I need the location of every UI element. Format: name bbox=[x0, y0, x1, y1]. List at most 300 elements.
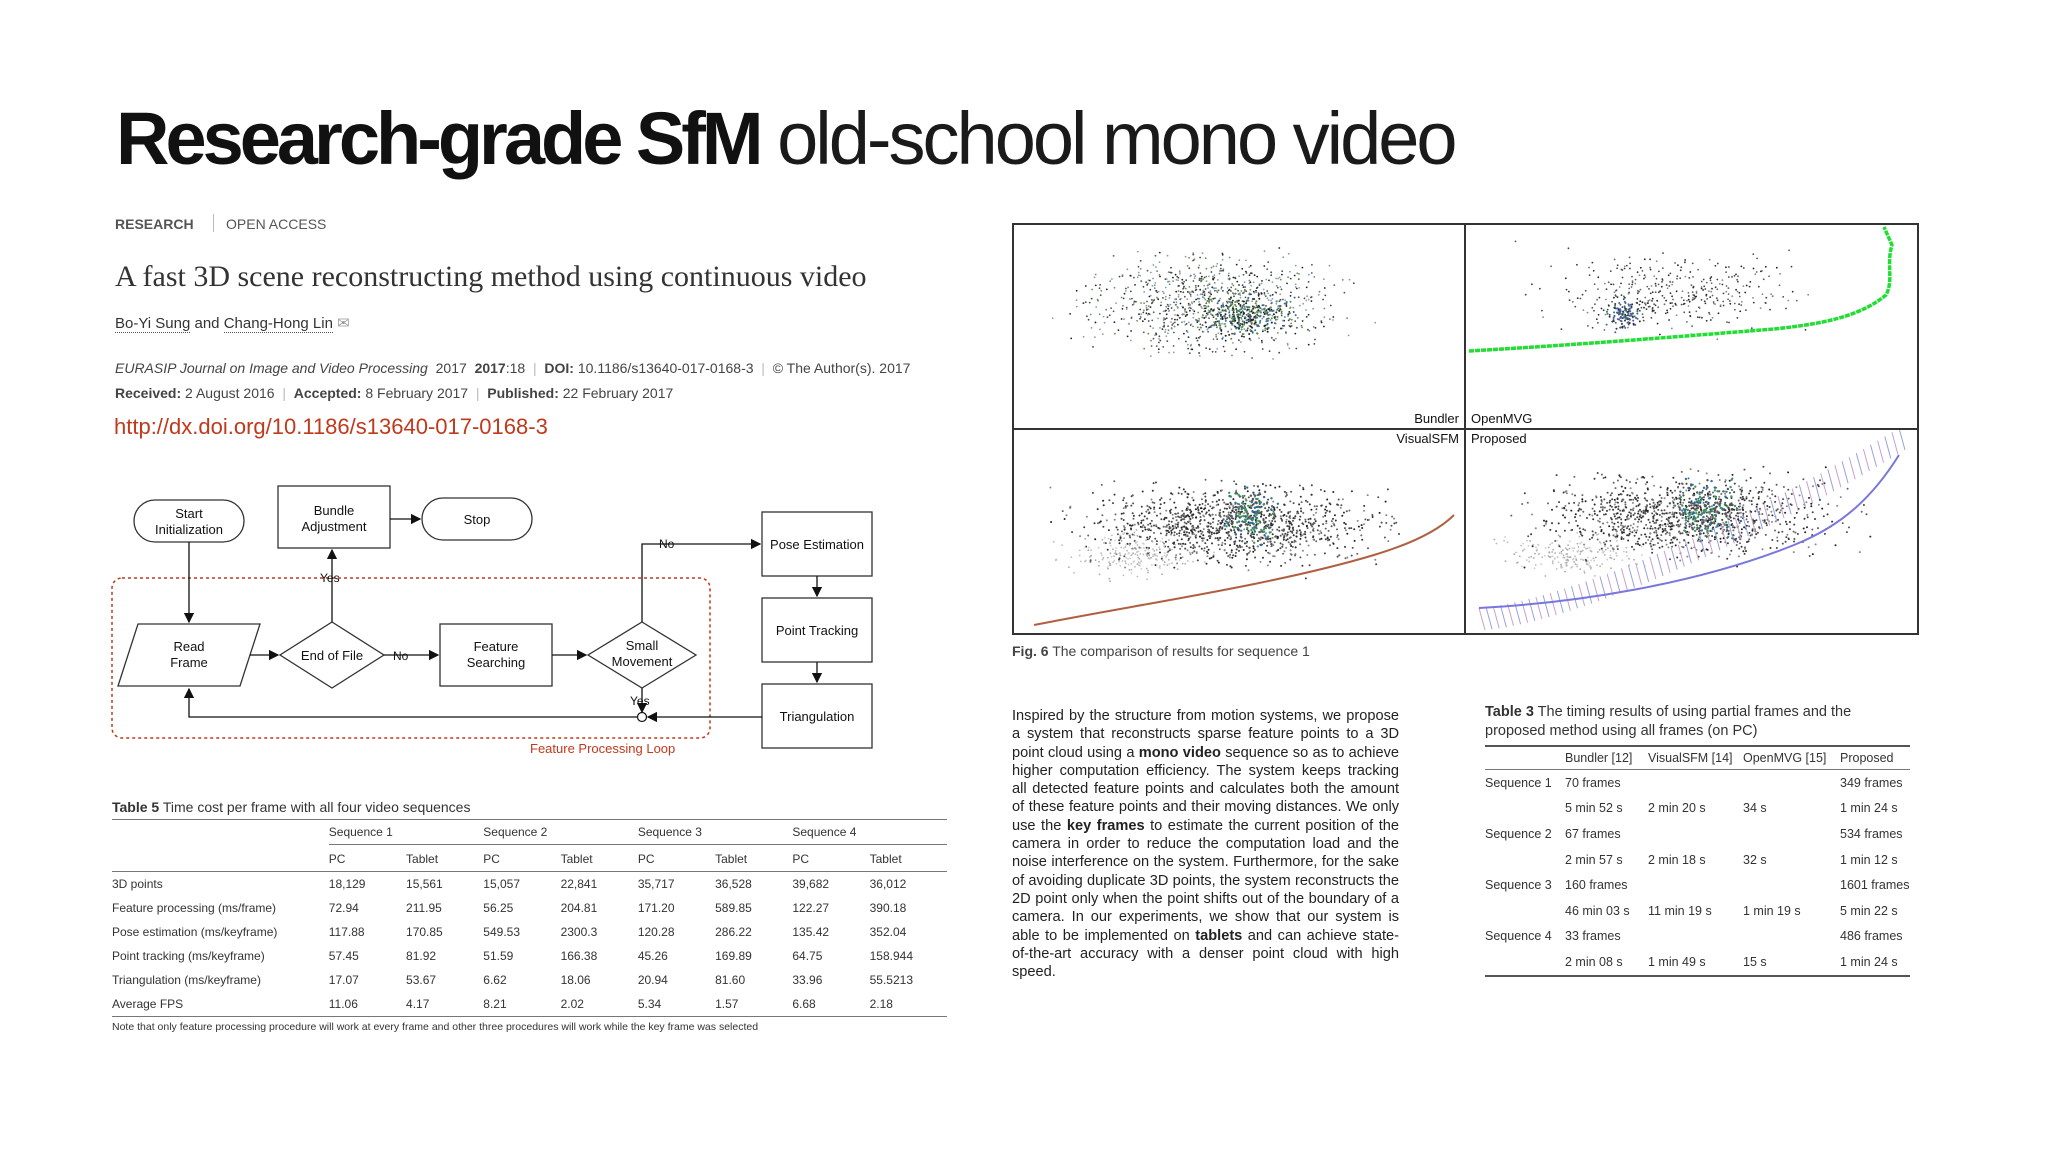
cloud-point bbox=[1657, 509, 1659, 511]
cloud-point bbox=[1576, 264, 1578, 266]
cloud-point bbox=[1132, 304, 1134, 306]
cloud-point bbox=[1269, 540, 1271, 542]
cloud-point bbox=[1243, 512, 1245, 514]
cloud-point bbox=[1567, 559, 1569, 561]
cloud-point bbox=[1193, 491, 1195, 493]
cloud-point bbox=[1295, 348, 1297, 350]
cloud-point bbox=[1068, 566, 1070, 568]
cloud-point bbox=[1751, 533, 1753, 535]
table3-cell bbox=[1648, 770, 1743, 796]
cloud-point bbox=[1247, 313, 1249, 315]
cloud-point bbox=[1182, 543, 1184, 545]
cloud-point bbox=[1683, 487, 1685, 489]
cloud-point bbox=[1635, 532, 1637, 534]
cloud-point bbox=[1189, 542, 1191, 544]
cloud-point bbox=[1582, 511, 1584, 513]
cloud-point bbox=[1561, 551, 1563, 553]
cloud-point bbox=[1658, 271, 1660, 273]
table5-subheader: PC bbox=[329, 845, 406, 872]
cloud-point bbox=[1545, 575, 1547, 577]
cloud-point bbox=[1183, 321, 1185, 323]
cloud-point bbox=[1235, 509, 1237, 511]
cloud-point bbox=[1637, 293, 1639, 295]
cloud-point bbox=[1244, 308, 1246, 310]
cloud-point bbox=[1361, 524, 1363, 526]
cloud-point bbox=[1819, 479, 1821, 481]
received-label: Received: bbox=[115, 385, 182, 401]
cloud-point bbox=[1229, 257, 1231, 259]
cloud-point bbox=[1147, 572, 1149, 574]
cloud-point bbox=[1173, 352, 1175, 354]
cloud-point bbox=[1131, 569, 1133, 571]
table5-cell: 171.20 bbox=[637, 901, 675, 915]
cloud-point bbox=[1275, 535, 1277, 537]
cloud-point bbox=[1731, 509, 1733, 511]
cloud-point bbox=[1221, 270, 1223, 272]
published-date: 22 February 2017 bbox=[562, 385, 674, 401]
cloud-point bbox=[1166, 340, 1168, 342]
cloud-point bbox=[1324, 308, 1326, 310]
cloud-point bbox=[1554, 557, 1556, 559]
cloud-point bbox=[1802, 478, 1804, 480]
cloud-point bbox=[1638, 538, 1640, 540]
cloud-point bbox=[1740, 304, 1742, 306]
cloud-point bbox=[1694, 517, 1696, 519]
cloud-point bbox=[1197, 559, 1199, 561]
table5-cell: 286.22 bbox=[715, 925, 752, 939]
cloud-point bbox=[1688, 501, 1690, 503]
cloud-point bbox=[1554, 540, 1556, 542]
cloud-point bbox=[1247, 327, 1249, 329]
cloud-point bbox=[1212, 507, 1214, 509]
cloud-point bbox=[1709, 259, 1711, 261]
cloud-point bbox=[1131, 317, 1133, 319]
cloud-point bbox=[1163, 546, 1165, 548]
cloud-point bbox=[1672, 511, 1674, 513]
cloud-point bbox=[1219, 509, 1221, 511]
cloud-point bbox=[1716, 511, 1718, 513]
cloud-point bbox=[1737, 281, 1739, 283]
cloud-point bbox=[1751, 503, 1753, 505]
cloud-point bbox=[1716, 490, 1718, 492]
cloud-point bbox=[1616, 267, 1618, 269]
cloud-point bbox=[1110, 539, 1112, 541]
cloud-point bbox=[1329, 544, 1331, 546]
cloud-point bbox=[1267, 499, 1269, 501]
cloud-point bbox=[1203, 515, 1205, 517]
cloud-point bbox=[1308, 344, 1310, 346]
table5-row-label: Triangulation (ms/keyframe) bbox=[112, 973, 261, 987]
cloud-point bbox=[1183, 286, 1185, 288]
cloud-point bbox=[1157, 318, 1159, 320]
author-link[interactable]: Bo-Yi Sung bbox=[115, 315, 191, 332]
cloud-point bbox=[1099, 287, 1101, 289]
cloud-point bbox=[1165, 296, 1167, 298]
cloud-point bbox=[1225, 520, 1227, 522]
cloud-point bbox=[1090, 549, 1092, 551]
camera-frustum bbox=[1593, 579, 1599, 601]
journal-year: 2017 bbox=[435, 360, 467, 376]
cloud-point bbox=[1655, 530, 1657, 532]
cloud-point bbox=[1156, 515, 1158, 517]
cloud-point bbox=[1659, 290, 1661, 292]
cloud-point bbox=[1729, 515, 1731, 517]
cloud-point bbox=[1092, 492, 1094, 494]
cloud-point bbox=[1728, 510, 1730, 512]
cloud-point bbox=[1600, 503, 1602, 505]
cloud-point bbox=[1218, 320, 1220, 322]
cloud-point bbox=[1248, 496, 1250, 498]
table5-cell: 169.89 bbox=[715, 949, 752, 963]
cloud-point bbox=[1766, 505, 1768, 507]
cloud-point bbox=[1711, 508, 1713, 510]
table3-cell: 1 min 12 s bbox=[1840, 852, 1898, 867]
cloud-point bbox=[1748, 538, 1750, 540]
cloud-point bbox=[1332, 491, 1334, 493]
cloud-point bbox=[1739, 512, 1741, 514]
cloud-point bbox=[1277, 536, 1279, 538]
table3-cell: 2 min 57 s bbox=[1565, 852, 1623, 867]
table5-cell: 55.5213 bbox=[869, 973, 914, 987]
table3-cell bbox=[1485, 898, 1565, 924]
cloud-point bbox=[1630, 509, 1632, 511]
cloud-point bbox=[1353, 528, 1355, 530]
cloud-point bbox=[1777, 508, 1779, 510]
cloud-point bbox=[1684, 530, 1686, 532]
cloud-point bbox=[1288, 528, 1290, 530]
cloud-point bbox=[1650, 293, 1652, 295]
cloud-point bbox=[1250, 272, 1252, 274]
feature-label-1: Feature bbox=[473, 639, 519, 654]
cloud-point bbox=[1649, 503, 1651, 505]
cloud-point bbox=[1573, 476, 1575, 478]
cloud-point bbox=[1204, 277, 1206, 279]
cloud-point bbox=[1263, 531, 1265, 533]
cloud-point bbox=[1556, 506, 1558, 508]
cloud-point bbox=[1577, 551, 1579, 553]
cloud-point bbox=[1616, 533, 1618, 535]
cloud-point bbox=[1162, 328, 1164, 330]
cloud-point bbox=[1334, 514, 1336, 516]
cloud-point bbox=[1212, 276, 1214, 278]
cloud-point bbox=[1696, 527, 1698, 529]
cloud-point bbox=[1153, 502, 1155, 504]
cloud-point bbox=[1344, 546, 1346, 548]
cloud-point bbox=[1115, 547, 1117, 549]
cloud-point bbox=[1692, 291, 1694, 293]
cloud-point bbox=[1162, 346, 1164, 348]
cloud-point bbox=[1252, 498, 1254, 500]
cloud-point bbox=[1254, 494, 1256, 496]
cloud-point bbox=[1281, 311, 1283, 313]
cloud-point bbox=[1758, 286, 1760, 288]
cloud-point bbox=[1142, 519, 1144, 521]
cloud-point bbox=[1267, 261, 1269, 263]
cloud-point bbox=[1835, 544, 1837, 546]
cloud-point bbox=[1577, 504, 1579, 506]
cloud-point bbox=[1187, 344, 1189, 346]
cloud-point bbox=[1169, 295, 1171, 297]
cloud-point bbox=[1768, 275, 1770, 277]
cloud-point bbox=[1097, 299, 1099, 301]
cloud-point bbox=[1226, 317, 1228, 319]
cloud-point bbox=[1633, 559, 1635, 561]
cloud-point bbox=[1310, 531, 1312, 533]
cloud-point bbox=[1192, 513, 1194, 515]
cloud-point bbox=[1175, 554, 1177, 556]
cloud-point bbox=[1577, 510, 1579, 512]
cloud-point bbox=[1177, 568, 1179, 570]
cloud-point bbox=[1159, 261, 1161, 263]
cloud-point bbox=[1741, 546, 1743, 548]
cloud-point bbox=[1246, 527, 1248, 529]
cloud-point bbox=[1704, 535, 1706, 537]
cloud-point bbox=[1168, 531, 1170, 533]
cloud-point bbox=[1170, 512, 1172, 514]
cloud-point bbox=[1217, 307, 1219, 309]
camera-frustum bbox=[1892, 432, 1898, 454]
doi-link[interactable]: http://dx.doi.org/10.1186/s13640-017-0168-3 bbox=[114, 414, 548, 439]
cloud-point bbox=[1214, 274, 1216, 276]
cloud-point bbox=[1324, 316, 1326, 318]
cloud-point bbox=[1158, 338, 1160, 340]
cloud-point bbox=[1315, 512, 1317, 514]
cloud-point bbox=[1710, 280, 1712, 282]
cloud-point bbox=[1083, 526, 1085, 528]
table-row bbox=[1485, 796, 1910, 822]
cloud-point bbox=[1088, 547, 1090, 549]
cloud-point bbox=[1228, 290, 1230, 292]
cloud-point bbox=[1649, 299, 1651, 301]
cloud-point bbox=[1263, 542, 1265, 544]
cloud-point bbox=[1580, 298, 1582, 300]
published-label: Published: bbox=[487, 385, 559, 401]
cloud-point bbox=[1579, 527, 1581, 529]
cloud-point bbox=[1116, 526, 1118, 528]
cloud-point bbox=[1242, 325, 1244, 327]
cloud-point bbox=[1259, 284, 1261, 286]
cloud-point bbox=[1806, 514, 1808, 516]
cloud-point bbox=[1810, 503, 1812, 505]
cloud-point bbox=[1202, 290, 1204, 292]
cloud-point bbox=[1781, 502, 1783, 504]
cloud-point bbox=[1305, 309, 1307, 311]
cloud-point bbox=[1729, 503, 1731, 505]
cloud-point bbox=[1613, 284, 1615, 286]
cloud-point bbox=[1224, 523, 1226, 525]
cloud-point bbox=[1168, 271, 1170, 273]
cloud-point bbox=[1707, 503, 1709, 505]
cloud-point bbox=[1172, 280, 1174, 282]
cloud-point bbox=[1534, 553, 1536, 555]
cloud-point bbox=[1671, 302, 1673, 304]
cloud-point bbox=[1613, 534, 1615, 536]
cloud-point bbox=[1671, 522, 1673, 524]
cloud-point bbox=[1111, 535, 1113, 537]
cloud-point bbox=[1150, 306, 1152, 308]
cloud-point bbox=[1703, 502, 1705, 504]
cloud-point bbox=[1765, 297, 1767, 299]
mail-icon[interactable]: ✉ bbox=[337, 315, 350, 332]
cloud-point bbox=[1593, 310, 1595, 312]
cloud-point bbox=[1758, 496, 1760, 498]
cloud-point bbox=[1211, 325, 1213, 327]
cloud-point bbox=[1222, 518, 1224, 520]
cloud-point bbox=[1154, 282, 1156, 284]
cloud-point bbox=[1290, 301, 1292, 303]
cloud-point bbox=[1234, 326, 1236, 328]
cloud-point bbox=[1123, 537, 1125, 539]
cloud-point bbox=[1295, 314, 1297, 316]
cloud-point bbox=[1763, 521, 1765, 523]
cloud-point bbox=[1268, 520, 1270, 522]
table3-cell bbox=[1648, 872, 1743, 898]
cloud-point bbox=[1653, 507, 1655, 509]
cloud-point bbox=[1108, 499, 1110, 501]
author-link[interactable]: Chang-Hong Lin bbox=[223, 315, 333, 332]
cloud-point bbox=[1805, 501, 1807, 503]
cloud-point bbox=[1752, 530, 1754, 532]
cloud-point bbox=[1545, 520, 1547, 522]
cloud-point bbox=[1159, 274, 1161, 276]
cloud-point bbox=[1170, 534, 1172, 536]
cloud-point bbox=[1725, 521, 1727, 523]
cloud-point bbox=[1565, 490, 1567, 492]
cloud-point bbox=[1526, 559, 1528, 561]
cloud-point bbox=[1302, 303, 1304, 305]
cloud-point bbox=[1280, 518, 1282, 520]
cloud-point bbox=[1725, 512, 1727, 514]
cloud-point bbox=[1243, 286, 1245, 288]
cloud-point bbox=[1220, 318, 1222, 320]
cloud-point bbox=[1102, 500, 1104, 502]
cloud-point bbox=[1612, 509, 1614, 511]
cloud-point bbox=[1171, 328, 1173, 330]
cloud-point bbox=[1708, 491, 1710, 493]
cloud-point bbox=[1231, 567, 1233, 569]
cloud-point bbox=[1385, 501, 1387, 503]
cloud-point bbox=[1218, 308, 1220, 310]
cloud-point bbox=[1840, 496, 1842, 498]
cloud-point bbox=[1597, 288, 1599, 290]
cloud-point bbox=[1770, 547, 1772, 549]
cloud-point bbox=[1122, 560, 1124, 562]
camera-frustum bbox=[1479, 608, 1485, 630]
cloud-point bbox=[1688, 531, 1690, 533]
cloud-point bbox=[1287, 531, 1289, 533]
cloud-point bbox=[1228, 534, 1230, 536]
cloud-point bbox=[1690, 504, 1692, 506]
cloud-point bbox=[1146, 553, 1148, 555]
cloud-point bbox=[1279, 277, 1281, 279]
cloud-point bbox=[1563, 507, 1565, 509]
cloud-point bbox=[1149, 552, 1151, 554]
cloud-point bbox=[1685, 478, 1687, 480]
cloud-point bbox=[1699, 307, 1701, 309]
cloud-point bbox=[1264, 527, 1266, 529]
cloud-point bbox=[1793, 524, 1795, 526]
cloud-point bbox=[1812, 485, 1814, 487]
cloud-point bbox=[1812, 511, 1814, 513]
cloud-point bbox=[1220, 264, 1222, 266]
cloud-point bbox=[1200, 293, 1202, 295]
cloud-point bbox=[1160, 532, 1162, 534]
cloud-point bbox=[1209, 283, 1211, 285]
cloud-point bbox=[1208, 310, 1210, 312]
cloud-point bbox=[1177, 512, 1179, 514]
cloud-point bbox=[1646, 308, 1648, 310]
cloud-point bbox=[1770, 293, 1772, 295]
cloud-point bbox=[1254, 530, 1256, 532]
cloud-point bbox=[1696, 520, 1698, 522]
cloud-point bbox=[1257, 315, 1259, 317]
cloud-point bbox=[1159, 507, 1161, 509]
cloud-point bbox=[1649, 506, 1651, 508]
cloud-point bbox=[1238, 303, 1240, 305]
cloud-point bbox=[1091, 298, 1093, 300]
table3-cell: 534 frames bbox=[1840, 826, 1903, 841]
cloud-point bbox=[1332, 518, 1334, 520]
cloud-point bbox=[1289, 537, 1291, 539]
table5-cell: 51.59 bbox=[483, 949, 514, 963]
cloud-point bbox=[1197, 527, 1199, 529]
cloud-point bbox=[1311, 300, 1313, 302]
cloud-point bbox=[1179, 553, 1181, 555]
cloud-point bbox=[1257, 312, 1259, 314]
cloud-point bbox=[1665, 313, 1667, 315]
table3-header: VisualSFM [14] bbox=[1648, 746, 1743, 770]
cloud-point bbox=[1692, 494, 1694, 496]
cloud-point bbox=[1695, 498, 1697, 500]
cloud-point bbox=[1282, 544, 1284, 546]
cloud-point bbox=[1175, 274, 1177, 276]
cloud-point bbox=[1706, 479, 1708, 481]
cloud-point bbox=[1627, 518, 1629, 520]
cloud-point bbox=[1211, 267, 1213, 269]
cloud-point bbox=[1271, 317, 1273, 319]
cloud-point bbox=[1286, 515, 1288, 517]
cloud-point bbox=[1623, 551, 1625, 553]
cloud-point bbox=[1168, 310, 1170, 312]
cloud-point bbox=[1098, 547, 1100, 549]
cloud-point bbox=[1050, 521, 1052, 523]
cloud-point bbox=[1391, 525, 1393, 527]
cloud-point bbox=[1585, 290, 1587, 292]
cloud-point bbox=[1644, 492, 1646, 494]
cloud-point bbox=[1225, 318, 1227, 320]
cloud-point bbox=[1632, 527, 1634, 529]
cloud-point bbox=[1136, 529, 1138, 531]
cloud-point bbox=[1682, 494, 1684, 496]
table3-cell bbox=[1648, 924, 1743, 950]
cloud-point bbox=[1672, 477, 1674, 479]
cloud-point bbox=[1138, 266, 1140, 268]
cloud-point bbox=[1153, 508, 1155, 510]
cloud-point bbox=[1569, 548, 1571, 550]
cloud-point bbox=[1195, 289, 1197, 291]
cloud-point bbox=[1589, 514, 1591, 516]
cloud-point bbox=[1629, 531, 1631, 533]
small-label-2: Movement bbox=[611, 654, 673, 669]
camera-frustum bbox=[1486, 607, 1492, 629]
flowchart bbox=[110, 478, 890, 768]
cloud-point bbox=[1680, 533, 1682, 535]
table5-caption-text: Time cost per frame with all four video sequences bbox=[162, 799, 471, 815]
cloud-point bbox=[1235, 288, 1237, 290]
cloud-point bbox=[1304, 519, 1306, 521]
cloud-point bbox=[1629, 268, 1631, 270]
cloud-point bbox=[1686, 506, 1688, 508]
